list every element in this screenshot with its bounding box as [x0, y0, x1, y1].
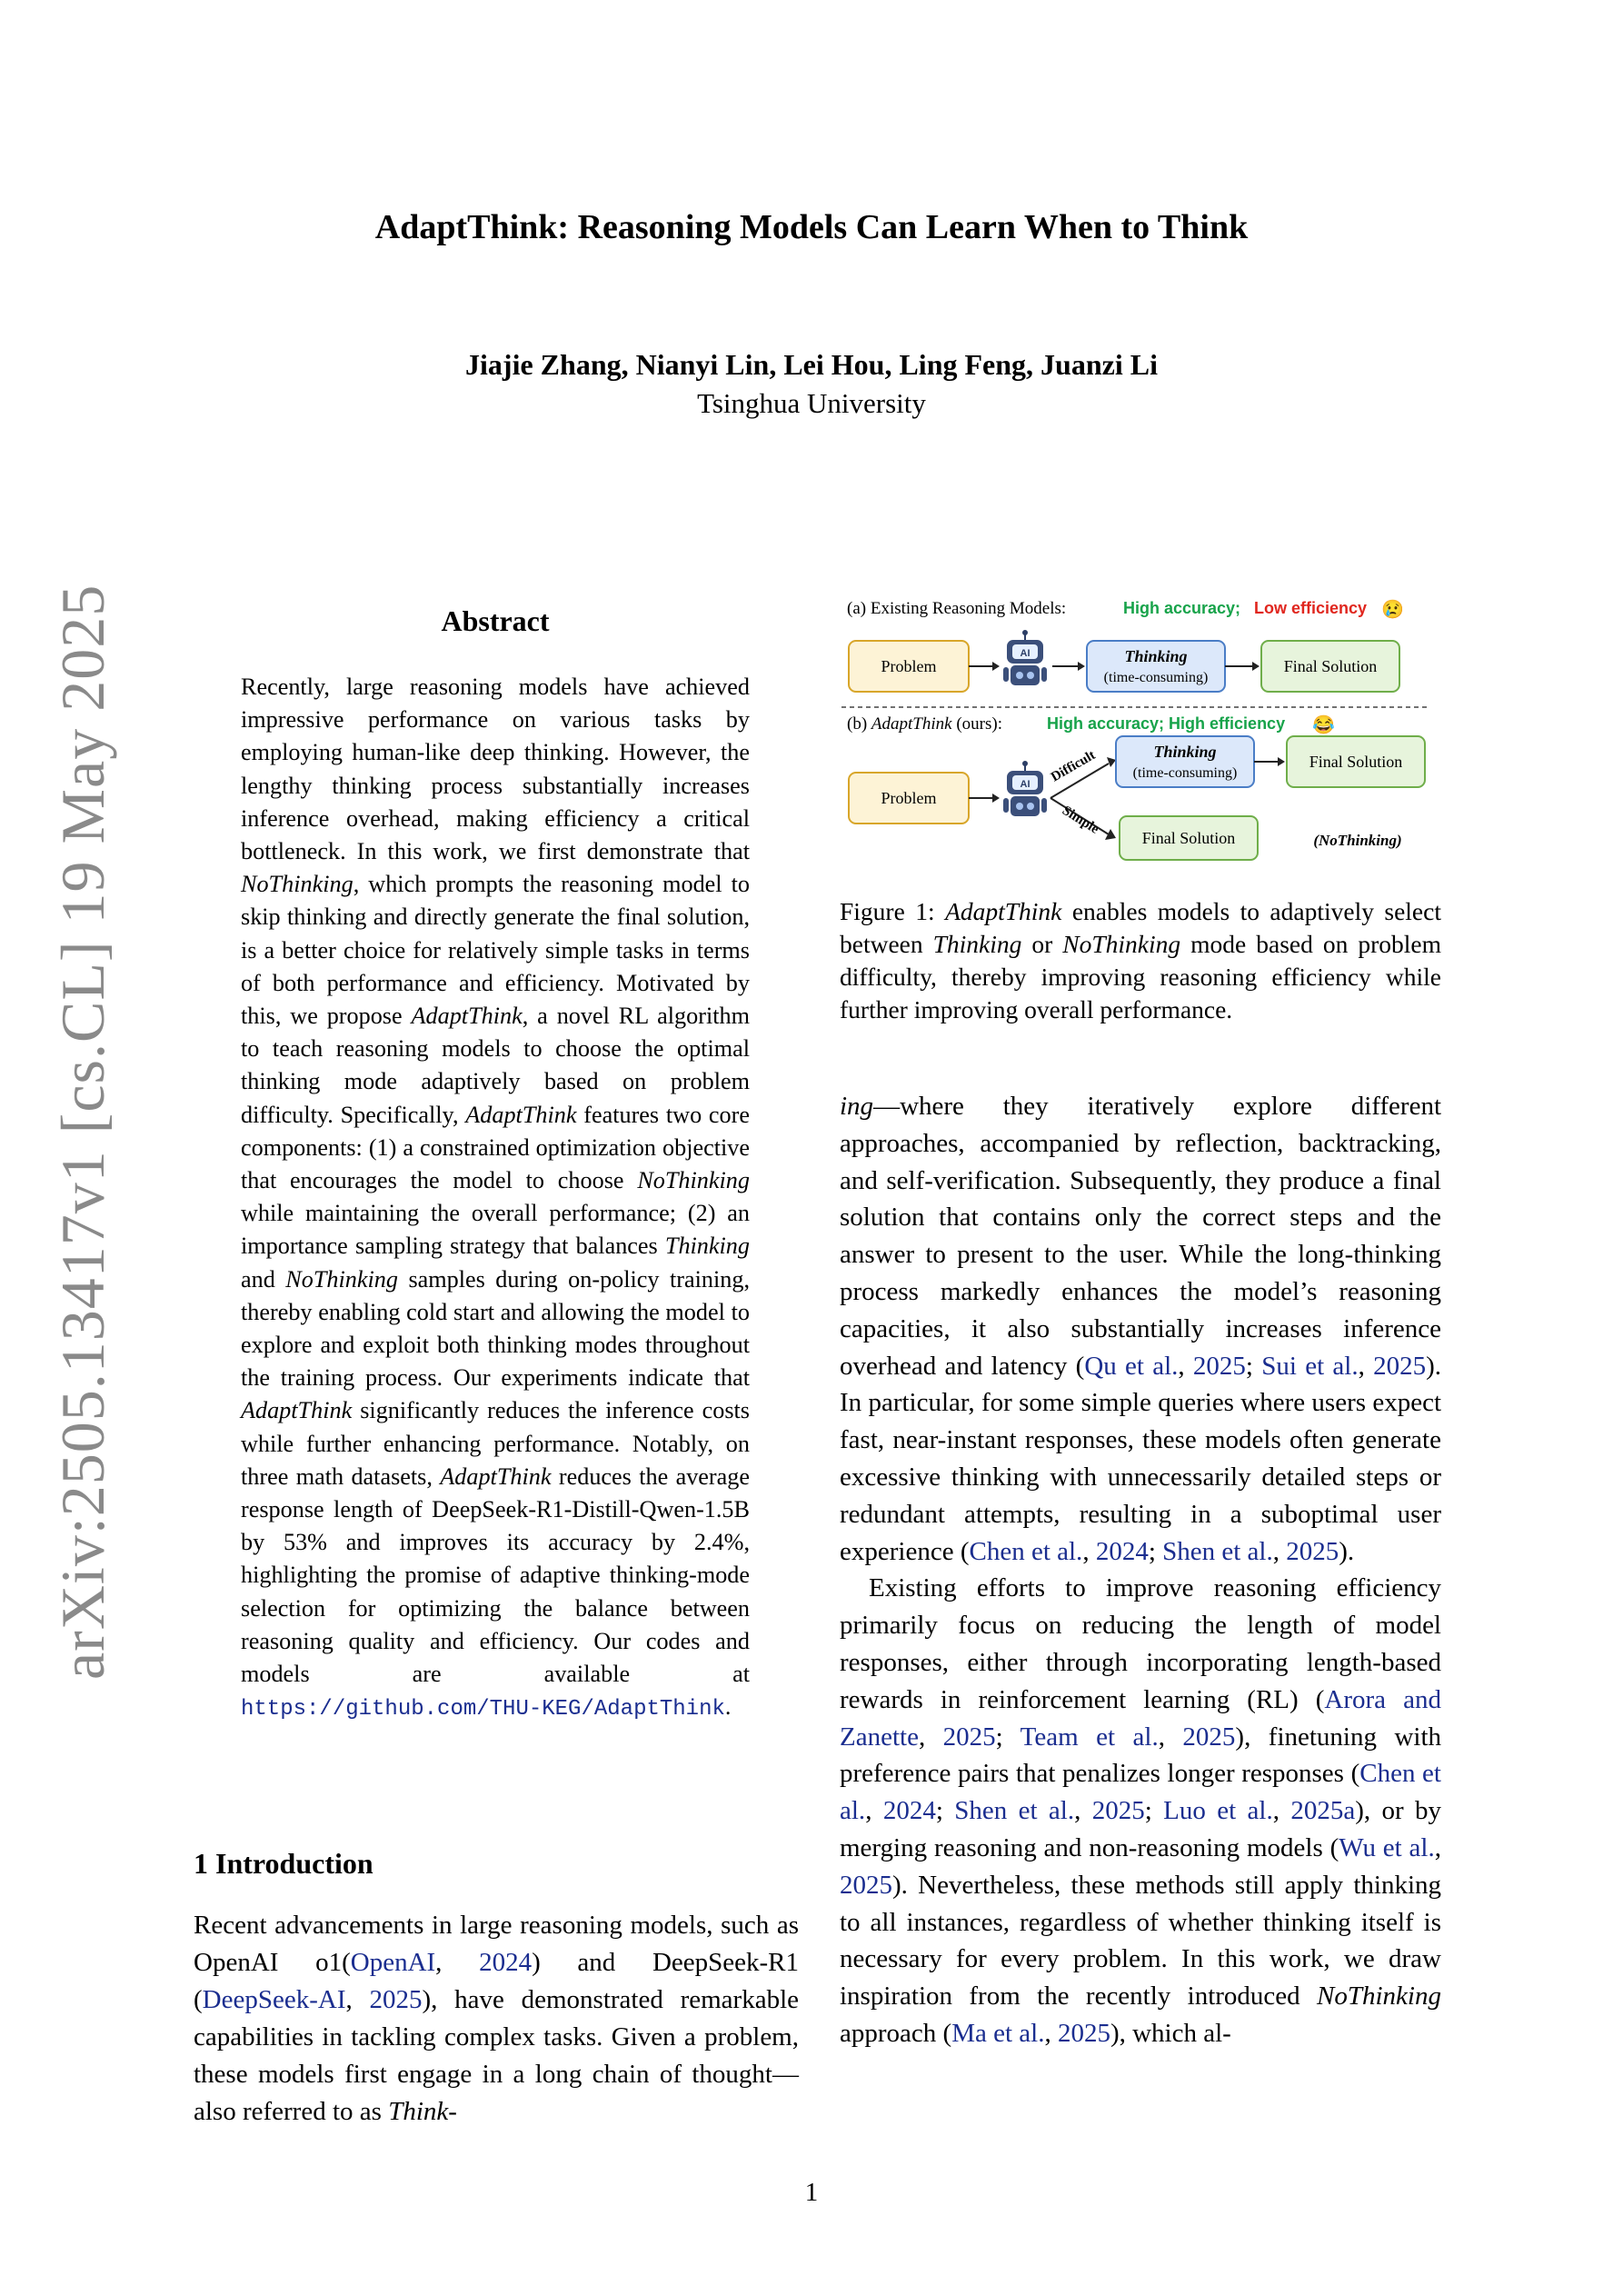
paper-title: AdaptThink: Reasoning Models Can Learn When to Think	[374, 208, 1249, 246]
citation-link[interactable]: 2025	[1192, 1351, 1246, 1381]
affiliation: Tsinghua University	[697, 387, 926, 419]
citation-link[interactable]: Team et al.	[1020, 1722, 1159, 1752]
problem-label: Problem	[881, 657, 937, 675]
time-consuming-label: (time-consuming)	[1103, 670, 1209, 685]
figure-1-caption: Figure 1: AdaptThink enables models to adaptively select between Thinking or NoThinking mode based on problem difficulty, thereby improving reasoning efficiency while further improving overall performance.	[840, 897, 1441, 1023]
page-number: 1	[804, 2178, 819, 2207]
code-repository-link[interactable]: https://github.com/THU-KEG/AdaptThink	[241, 1697, 725, 1722]
final-solution-label: Final Solution	[1283, 657, 1378, 675]
citation-link[interactable]: 2025	[840, 1870, 892, 1900]
time-consuming-label: (time-consuming)	[1132, 765, 1238, 781]
citation-link[interactable]: 2025	[369, 1985, 423, 2014]
figure-a-accuracy: High accuracy;	[1123, 599, 1241, 617]
citation-link[interactable]: 2025	[1182, 1722, 1236, 1752]
citation-link[interactable]: 2024	[1095, 1536, 1149, 1566]
figure-a-label: (a) Existing Reasoning Models:	[847, 599, 1067, 618]
thinking-label: Thinking	[1153, 743, 1217, 761]
author-list: Jiajie Zhang, Nianyi Lin, Lei Hou, Ling Feng, Juanzi Li	[465, 348, 1158, 381]
happy-emoji-icon: 😂	[1312, 715, 1335, 735]
citation-link[interactable]: 2025	[942, 1722, 996, 1752]
section-heading-introduction: 1 Introduction	[194, 1847, 373, 1880]
figure-b-accuracy: High accuracy; High efficiency	[1047, 714, 1286, 733]
citation-link[interactable]: Chen et al.	[969, 1536, 1083, 1566]
right-column-body: ing—where they iteratively explore different approaches, accompanied by reflection, backtracking, and self-verification. Subsequently, they produce a final solution that contains only the correct steps and the answer to present to the user. While the long-thinking process markedly enhances the model’s reasoning capacities, it also substantially increases inference overhead and latency (Qu et al., 2025; Sui et al., 2025). In particular, for some simple queries where users expect fast, near-instant responses, these models often generate excessive thinking with unnecessarily detailed steps or redundant attempts, resulting in a suboptimal user experience (Chen et al., 2024; Shen et al., 2025). Existing efforts to improve reasoning efficiency primarily focus on reducing the length of model responses, either through incorporating length-based rewards in reinforcement learning (RL) (Arora and Zanette, 2025; Team et al., 2025), finetuning with preference pairs that penalizes longer responses (Chen et al., 2024; Shen et al., 2025; Luo et al., 2025a), or by merging reasoning and non-reasoning models (Wu et al., 2025). Nevertheless, these methods still apply thinking to all instances, regardless of whether thinking itself is necessary for every problem. In this work, we draw inspiration from the recently introduced NoThinking approach (Ma et al., 2025), which al-	[840, 1092, 1442, 2048]
citation-link[interactable]: Ma et al.	[951, 2018, 1045, 2048]
citation-link[interactable]: Qu et al.	[1084, 1351, 1179, 1381]
robot-icon	[1003, 761, 1047, 816]
citation-link[interactable]: 2025	[1057, 2018, 1110, 2048]
thinking-label: Thinking	[1124, 647, 1188, 665]
abstract-body: Recently, large reasoning models have achieved impressive performance on various tasks by employing human-like deep thinking. However, the lengthy thinking process substantially increases inference overhead, making efficiency a critical bottleneck. In this work, we first demonstrate that NoThinking, which prompts the reasoning model to skip thinking and directly generate the final solution, is a better choice for relatively simple tasks in terms of both performance and efficiency. Motivated by this, we propose AdaptThink, a novel RL algorithm to teach reasoning models to choose the optimal thinking mode adaptively based on problem difficulty. Specifically, AdaptThink features two core components: (1) a constrained optimization objective that encourages the model to choose NoThinking while maintaining the overall performance; (2) an importance sampling strategy that balances Thinking and NoThinking samples during on-policy training, thereby enabling cold start and allowing the model to explore and exploit both thinking modes throughout the training process. Our experiments indicate that AdaptThink significantly reduces the inference costs while further enhancing performance. Notably, on three math datasets, AdaptThink reduces the average response length of DeepSeek-R1-Distill-Qwen-1.5B by 53% and improves its accuracy by 2.4%, highlighting the promise of adaptive thinking-mode selection for optimizing the balance between reasoning quality and efficiency. Our codes and models are available at https://github.com/THU-KEG/AdaptThink.	[241, 674, 750, 1722]
citation-link[interactable]: Luo et al.	[1163, 1796, 1273, 1826]
citation-link[interactable]: Shen et al.	[1162, 1536, 1273, 1566]
citation-link[interactable]: 2025	[1091, 1796, 1145, 1826]
figure-b-label: (b) AdaptThink (ours):	[847, 714, 1002, 734]
arrow-head	[1107, 757, 1116, 767]
introduction-body: Recent advancements in large reasoning models, such as OpenAI o1(OpenAI, 2024) and DeepSeek-R1 (DeepSeek-AI, 2025), have demonstrated remarkable capabilities in tackling complex tasks. Given a problem, these models first engage in a long chain of thought—also referred to as Think-	[194, 1911, 800, 2126]
citation-link[interactable]: 2024	[882, 1796, 936, 1826]
citation-link[interactable]: 2025	[1373, 1351, 1427, 1381]
problem-label: Problem	[881, 789, 937, 807]
sad-emoji-icon: 😢	[1381, 600, 1404, 620]
citation-link[interactable]: Chen et al.	[840, 1759, 1441, 1826]
arrow-head	[1252, 662, 1260, 671]
abstract-heading: Abstract	[441, 604, 550, 637]
citation-link[interactable]: DeepSeek-AI	[202, 1985, 346, 2014]
citation-link[interactable]: Shen et al.	[954, 1796, 1075, 1826]
final-solution-label: Final Solution	[1141, 829, 1236, 847]
robot-icon	[1003, 630, 1047, 685]
citation-link[interactable]: Wu et al.	[1339, 1832, 1435, 1862]
arrow-head	[1105, 829, 1116, 840]
difficult-label: Difficult	[1049, 747, 1099, 785]
svg-text:AI: AI	[1020, 648, 1031, 659]
citation-link[interactable]: 2025a	[1290, 1796, 1356, 1826]
simple-label: Simple	[1059, 803, 1101, 837]
arrow-head	[1078, 662, 1085, 671]
arrow-head	[1278, 757, 1285, 766]
citation-link[interactable]: 2024	[479, 1948, 533, 1977]
svg-text:AI: AI	[1020, 779, 1031, 790]
arxiv-identifier: arXiv:2505.13417v1 [cs.CL] 19 May 2025	[48, 584, 117, 1680]
citation-link[interactable]: Arora and Zanette	[840, 1684, 1441, 1752]
citation-link[interactable]: 2025	[1286, 1536, 1339, 1566]
figure-a-efficiency: Low efficiency	[1254, 599, 1368, 617]
figure-1-diagram	[836, 591, 1436, 863]
arrow-head	[992, 794, 1000, 803]
citation-link[interactable]: Sui et al.	[1261, 1351, 1359, 1381]
final-solution-label: Final Solution	[1309, 753, 1403, 771]
nothinking-label: (NoThinking)	[1313, 832, 1402, 849]
arrow-head	[992, 662, 1000, 671]
citation-link[interactable]: OpenAI	[350, 1948, 436, 1977]
